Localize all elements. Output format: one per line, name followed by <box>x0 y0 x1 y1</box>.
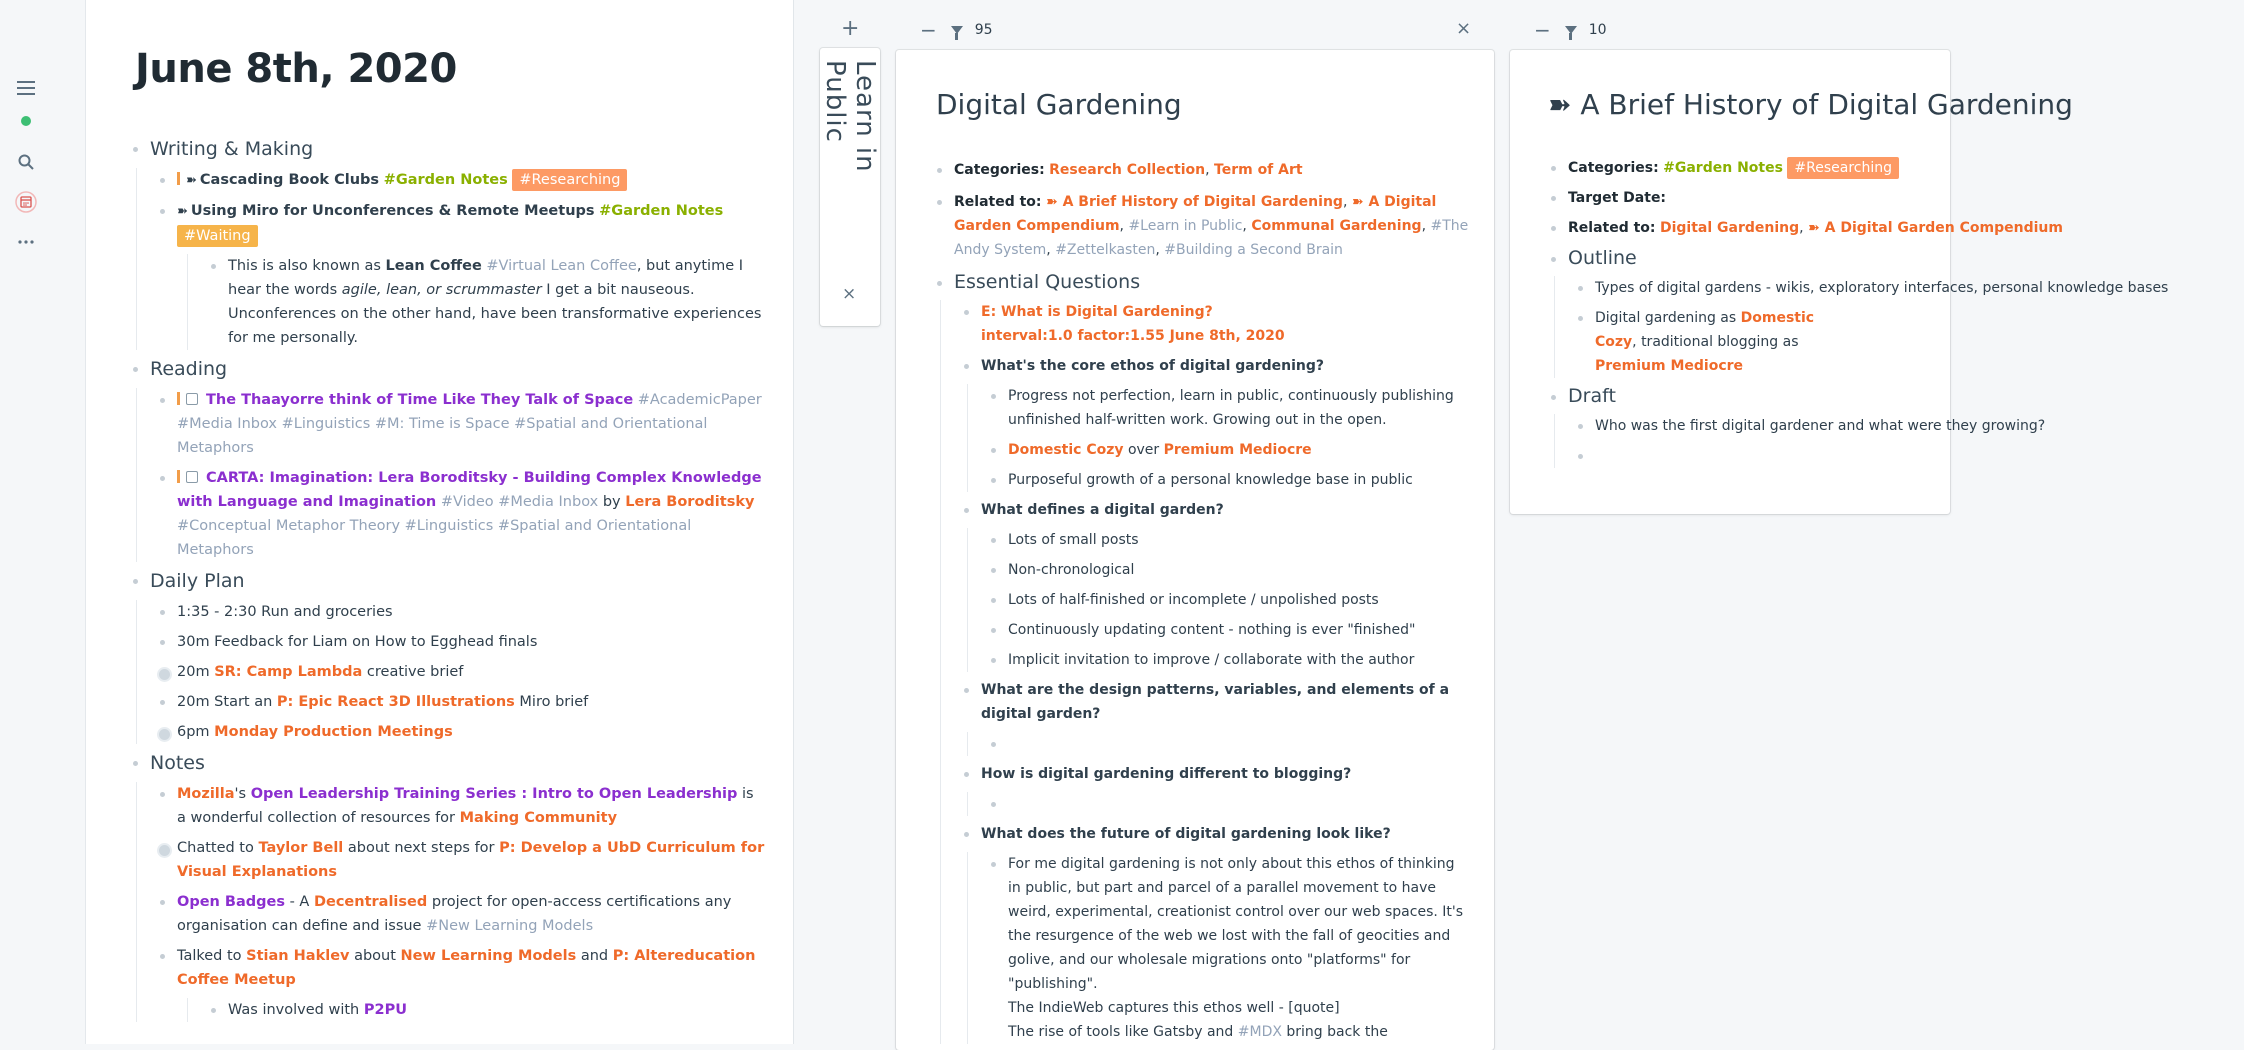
block-outline[interactable] <box>1544 246 2244 270</box>
arrow-link-icon: ➽ <box>186 173 197 188</box>
todo-marker-icon <box>177 470 180 483</box>
text: Non-chronological <box>1008 562 1135 578</box>
block-writing-heading[interactable] <box>126 136 766 162</box>
page-ref-author[interactable]: Lera Boroditsky <box>625 494 755 510</box>
text: is a wonderful collection of resources for <box>177 786 754 826</box>
note-item[interactable] <box>153 782 766 830</box>
tag-list[interactable]: #Conceptual Metaphor Theory #Linguistics #Spatial and Orientational Metaphors <box>177 518 692 558</box>
daily-notes-page <box>86 0 794 1044</box>
draft-children <box>1554 414 2244 468</box>
text: Implicit invitation to improve / collaborate with the author <box>1008 652 1415 668</box>
todo-marker-icon <box>177 172 180 185</box>
note-children <box>187 998 766 1022</box>
text: Purposeful growth of a personal knowledge base in public <box>1008 472 1413 488</box>
sidebar-panel-digital-gardening <box>896 50 1494 1050</box>
block-related[interactable]: Related to: Digital Gardening, ➽ A Digital Garden Compendium <box>1544 216 2244 240</box>
text: This is also known as <box>228 258 386 274</box>
collapse-icon[interactable]: − <box>1534 18 1551 42</box>
tag-garden-notes[interactable]: #Garden Notes <box>383 172 508 188</box>
text: For me digital gardening is not only about this ethos of thinking in public, but part and parcel of a parallel movement to have weird, experimental, creationist control over our web spaces. It's the resurgence of the web we lost with the fall of geocities and golive, and our wholesale migrations onto "platforms" for "publishing". <box>1008 856 1464 992</box>
text-italic: agile, lean, or scrummaster <box>341 282 542 298</box>
question-block[interactable] <box>957 762 1470 786</box>
q3-children <box>967 732 1470 756</box>
add-sidebar-icon[interactable]: + <box>841 16 860 41</box>
text: about <box>349 948 401 964</box>
text: Lots of half-finished or incomplete / unpolished posts <box>1008 592 1379 608</box>
collapsed-sidebar-tab[interactable] <box>820 48 880 326</box>
outline-item[interactable] <box>1571 306 1891 378</box>
block-categories[interactable] <box>1544 156 2244 180</box>
answer-block[interactable] <box>984 648 1470 672</box>
empty-block[interactable] <box>984 732 1470 756</box>
text: Who was the first digital gardener and what were they growing? <box>1595 418 2046 434</box>
filter-icon[interactable] <box>1565 26 1577 34</box>
heading-text: Outline <box>1568 247 1637 269</box>
empty-block[interactable] <box>1571 444 2244 468</box>
notes-children <box>136 782 766 1022</box>
page-ref[interactable]: Mozilla <box>177 786 235 802</box>
heading-text: Writing & Making <box>150 138 314 160</box>
answer-block[interactable] <box>984 618 1470 642</box>
text: Talked to <box>177 948 247 964</box>
page-ref[interactable]: Domestic Cozy <box>1595 310 1815 350</box>
close-icon[interactable]: × <box>1456 18 1472 39</box>
block-draft[interactable] <box>1544 384 2244 408</box>
heading-text: Notes <box>150 752 205 774</box>
plan-item[interactable] <box>153 690 766 714</box>
page-ref[interactable]: A Digital Garden Compendium <box>954 194 1437 234</box>
page-ref[interactable]: SR: Camp Lambda <box>214 664 363 680</box>
tag-garden-notes[interactable]: #Garden Notes <box>1663 160 1783 176</box>
page-ref[interactable]: P: Epic React 3D Illustrations <box>276 694 515 710</box>
answer-block[interactable] <box>984 558 1470 582</box>
page-ref[interactable]: P: Altereducation Coffee Meetup <box>177 948 756 988</box>
page-link[interactable]: The Thaayorre think of Time Like They Talk of Space <box>206 392 634 408</box>
text: bring back the <box>1281 1024 1388 1040</box>
text: Miro brief <box>514 694 589 710</box>
text: and <box>576 948 613 964</box>
tag-virtual-lean-coffee[interactable]: #Virtual Lean Coffee <box>486 258 637 274</box>
eq-children <box>940 300 1470 1044</box>
tag-list[interactable]: #AcademicPaper #Media Inbox #Linguistics #M: Time is Space #Spatial and Orientational Metaphors <box>177 392 762 456</box>
block-thaayorre[interactable] <box>153 388 766 460</box>
page-ref[interactable]: Making Community <box>459 810 618 826</box>
page-ref[interactable]: Premium Mediocre <box>1163 442 1312 458</box>
block-text: Cascading Book Clubs <box>199 172 380 188</box>
tag[interactable]: #The Andy System <box>954 218 1469 258</box>
page-ref[interactable]: Decentralised <box>313 894 428 910</box>
block-spaced-repetition[interactable] <box>957 300 1470 348</box>
attribute-label: Related to: <box>954 194 1042 210</box>
page-ref[interactable]: Research Collection <box>1049 162 1206 178</box>
answer-block[interactable] <box>984 438 1470 462</box>
attribute-label: Related to: <box>1568 220 1656 236</box>
todo-checkbox[interactable] <box>186 393 198 405</box>
question-block[interactable] <box>957 498 1470 522</box>
text: 6pm <box>177 724 215 740</box>
tag-waiting[interactable]: #Waiting <box>177 225 258 247</box>
note-item-collapsed[interactable] <box>153 836 766 884</box>
attribute-label: Categories: <box>1568 160 1659 176</box>
filter-count: 95 <box>974 22 993 38</box>
note-item[interactable] <box>153 890 766 938</box>
answer-block[interactable] <box>984 588 1470 612</box>
panel2-toolbar <box>1534 18 1607 42</box>
q1-children <box>967 384 1470 492</box>
text: 20m Start an <box>177 694 277 710</box>
filter-icon[interactable] <box>951 26 963 34</box>
tag-researching[interactable]: #Researching <box>1787 157 1899 179</box>
reading-children <box>136 388 766 562</box>
heading-text: Daily Plan <box>150 570 245 592</box>
block-daily-plan-heading[interactable] <box>126 568 766 594</box>
page-ref[interactable]: Digital Gardening <box>1659 220 1800 236</box>
panel-blocks <box>930 150 1470 1050</box>
arrow-link-icon: ➽ <box>1548 88 1581 121</box>
search-icon[interactable] <box>14 150 38 174</box>
block-essential-questions[interactable] <box>930 270 1470 294</box>
block-lean-coffee-note[interactable] <box>204 254 766 350</box>
text: 1:35 - 2:30 Run and groceries <box>177 604 393 620</box>
q5-children <box>967 852 1470 1044</box>
text: , <box>1205 162 1215 178</box>
todo-checkbox[interactable] <box>186 471 198 483</box>
text: I get a bit nauseous. Unconferences on the other hand, have been transformative experiences for me personally. <box>228 282 762 346</box>
external-link[interactable]: P2PU <box>363 1002 407 1018</box>
q2-children <box>967 528 1470 672</box>
block-related[interactable]: Related to: ➽ A Brief History of Digital Gardening, ➽ A Digital Garden Compendium, #Learn in Public, Communal Gardening, #The Andy System, #Zettelkasten, #Building a Second Brain <box>930 190 1470 262</box>
tag-list[interactable]: #Video #Media Inbox <box>440 494 599 510</box>
collapsed-tab-title[interactable]: Learn in Public <box>820 60 880 173</box>
heading-text: Essential Questions <box>954 271 1141 293</box>
outline-children <box>1554 276 2244 378</box>
answer-block[interactable] <box>984 468 1470 492</box>
sync-status-dot <box>21 116 31 126</box>
collapse-icon[interactable]: − <box>920 18 937 42</box>
tag-garden-notes[interactable]: #Garden Notes <box>599 203 724 219</box>
heading-text: Draft <box>1568 385 1616 407</box>
text: Types of digital gardens - wikis, exploratory interfaces, personal knowledge bases <box>1595 280 2169 296</box>
text: What does the future of digital gardening look like? <box>981 826 1391 842</box>
text: Digital gardening as <box>1595 310 1741 326</box>
answer-block[interactable] <box>984 852 1470 1044</box>
plan-item[interactable] <box>153 630 766 654</box>
block-text: Using Miro for Unconferences & Remote Meetups <box>190 203 595 219</box>
writing-children <box>136 168 766 350</box>
text: Progress not perfection, learn in public, continuously publishing unfinished half-written work. Growing out in the open. <box>1008 388 1454 428</box>
note-item[interactable] <box>153 944 766 1022</box>
text: How is digital gardening different to blogging? <box>981 766 1352 782</box>
page-ref[interactable]: Communal Gardening <box>1251 218 1422 234</box>
plan-item[interactable] <box>153 600 766 624</box>
page-ref[interactable]: Taylor Bell <box>258 840 344 856</box>
text-bold: Lean Coffee <box>385 258 482 274</box>
tag[interactable]: #Building a Second Brain <box>1164 242 1343 258</box>
block-notes-heading[interactable] <box>126 750 766 776</box>
panel-title[interactable]: Digital Gardening <box>936 88 1182 121</box>
attribute-label: Target Date: <box>1568 190 1667 206</box>
page-link[interactable]: CARTA: Imagination: Lera Boroditsky - Building Complex Knowledge with Language and Imagination <box>177 470 762 510</box>
panel-blocks <box>1544 150 2244 474</box>
answer-block[interactable] <box>984 528 1470 552</box>
page-ref[interactable]: A Brief History of Digital Gardening <box>1062 194 1343 210</box>
sidebar-panel-brief-history <box>1510 50 2169 514</box>
text: The IndieWeb captures this ethos well - [quote] <box>1008 1000 1340 1016</box>
block-carta[interactable] <box>153 466 766 562</box>
text: by <box>602 494 621 510</box>
text: over <box>1123 442 1164 458</box>
draft-item[interactable] <box>1571 414 2244 438</box>
text: , <box>1799 220 1809 236</box>
text: 's <box>234 786 251 802</box>
empty-block[interactable] <box>984 792 1470 816</box>
tag-new-learning-models[interactable]: #New Learning Models <box>426 918 594 934</box>
text: What are the design patterns, variables, and elements of a digital garden? <box>981 682 1450 722</box>
text: , traditional blogging as <box>1632 334 1799 350</box>
more-icon[interactable] <box>14 230 38 254</box>
attribute-label: Categories: <box>954 162 1045 178</box>
text: What's the core ethos of digital gardening? <box>981 358 1325 374</box>
text: - A <box>284 894 314 910</box>
page-ref[interactable]: Premium Mediocre <box>1595 358 1744 374</box>
filter-count: 10 <box>1588 22 1607 38</box>
block-using-miro[interactable] <box>153 199 766 350</box>
left-rail <box>0 0 86 1044</box>
page-ref[interactable]: Domestic Cozy <box>1008 442 1124 458</box>
text: The rise of tools like Gatsby and <box>1008 1024 1238 1040</box>
block-reading-heading[interactable] <box>126 356 766 382</box>
q4-children <box>967 792 1470 816</box>
question-block[interactable] <box>957 678 1470 726</box>
text: What defines a digital garden? <box>981 502 1224 518</box>
plan-children <box>136 600 766 744</box>
miro-children <box>187 254 766 350</box>
plan-item-collapsed[interactable] <box>153 660 766 684</box>
page-blocks <box>126 132 766 1028</box>
calendar-icon[interactable] <box>14 190 38 214</box>
text: Lots of small posts <box>1008 532 1139 548</box>
todo-marker-icon <box>177 392 180 405</box>
arrow-link-icon: ➽ <box>177 204 188 219</box>
text: Continuously updating content - nothing is ever "finished" <box>1008 622 1416 638</box>
tag[interactable]: #Zettelkasten <box>1055 242 1156 258</box>
tag[interactable]: #Learn in Public <box>1128 218 1243 234</box>
page-ref[interactable]: P: Develop a UbD Curriculum for Visual Explanations <box>177 840 765 880</box>
question-block[interactable] <box>957 822 1470 846</box>
title-text: A Brief History of Digital Gardening <box>1580 88 2073 121</box>
page-ref[interactable]: Term of Art <box>1214 162 1303 178</box>
external-link[interactable]: Open Badges <box>177 894 285 910</box>
panel-title[interactable] <box>1548 88 2073 121</box>
text: 20m <box>177 664 215 680</box>
block-target-date[interactable] <box>1544 186 2244 210</box>
question-block[interactable] <box>957 354 1470 378</box>
page-ref[interactable]: Monday Production Meetings <box>214 724 453 740</box>
note-subitem[interactable] <box>204 998 766 1022</box>
sr-metadata: interval:1.0 factor:1.55 June 8th, 2020 <box>981 328 1285 344</box>
text: 30m Feedback for Liam on How to Egghead finals <box>177 634 538 650</box>
text: project for open-access certifications any organisation can define and issue <box>177 894 732 934</box>
page-ref[interactable]: E: What is Digital Gardening? <box>981 304 1213 320</box>
plan-item-collapsed[interactable] <box>153 720 766 744</box>
outline-item[interactable] <box>1571 276 2244 300</box>
text: Was involved with <box>228 1002 364 1018</box>
tag-researching[interactable]: #Researching <box>512 169 627 191</box>
page-ref[interactable]: A Digital Garden Compendium <box>1824 220 2063 236</box>
block-cascading-book-clubs[interactable] <box>153 168 766 193</box>
close-icon[interactable]: × <box>842 284 857 304</box>
external-link[interactable]: Open Leadership Training Series : Intro to Open Leadership <box>250 786 738 802</box>
tag-mdx[interactable]: #MDX <box>1237 1024 1282 1040</box>
heading-text: Reading <box>150 358 228 380</box>
text: about next steps for <box>343 840 500 856</box>
page-title[interactable]: June 8th, 2020 <box>135 46 457 92</box>
text: creative brief <box>362 664 464 680</box>
text: Chatted to <box>177 840 259 856</box>
text: , but anytime I hear the words <box>228 258 744 298</box>
page-ref[interactable]: New Learning Models <box>400 948 577 964</box>
block-categories[interactable] <box>930 158 1470 182</box>
hamburger-icon[interactable] <box>14 76 38 100</box>
page-ref[interactable]: Stian Haklev <box>246 948 350 964</box>
panel1-toolbar <box>920 18 993 42</box>
answer-block[interactable] <box>984 384 1470 432</box>
